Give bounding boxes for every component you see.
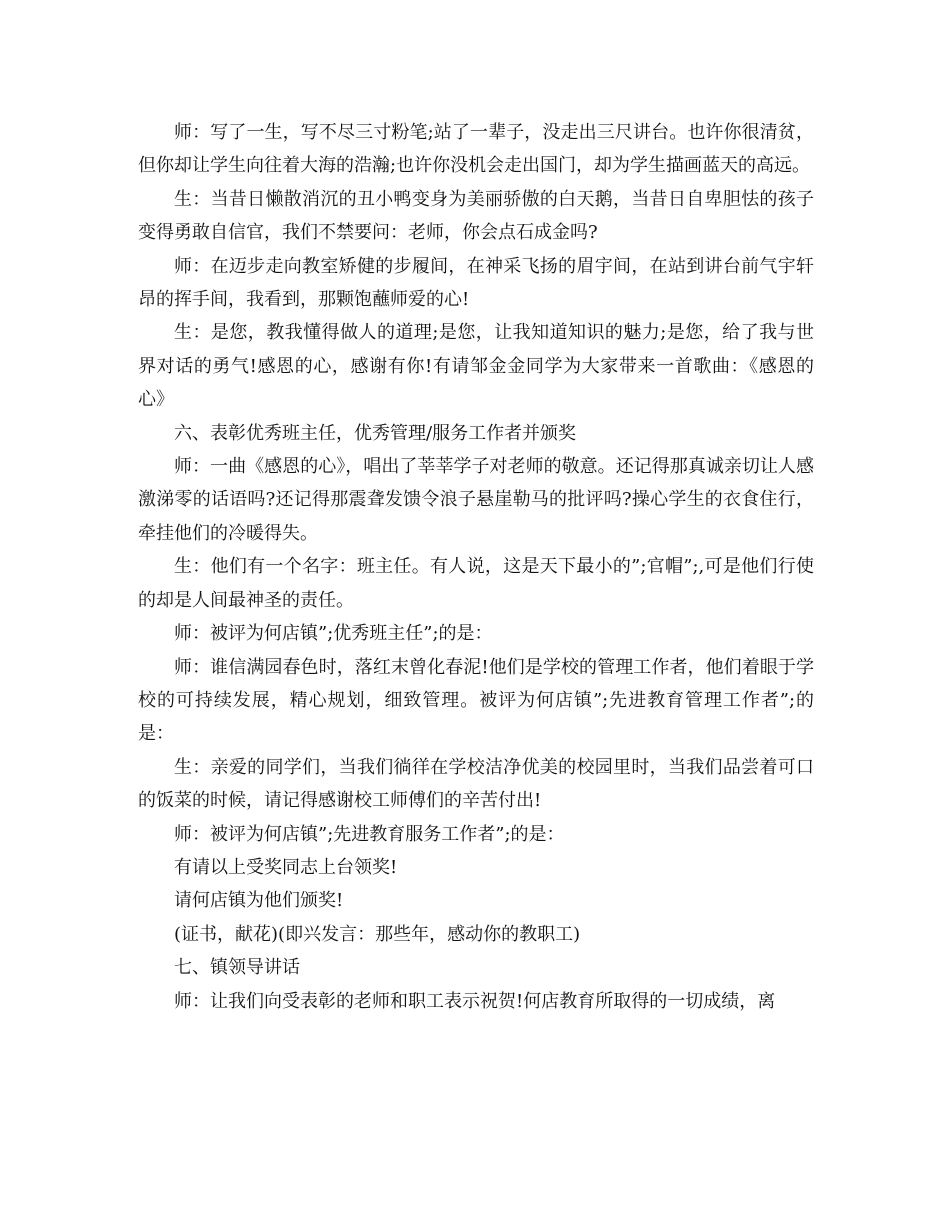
paragraph-student-head-teacher: 生：他们有一个名字：班主任。有人说，这是天下最小的”;官帽”;,可是他们行使的却是人间最神圣的责任。 — [138, 556, 814, 611]
paragraph-teacher-song: 师：一曲《感恩的心》，唱出了莘莘学子对老师的敬意。还记得那真诚亲切让人感激涕零的话语吗?还记得那震聋发馈令浪子悬崖勒马的批评吗?操心学生的衣食住行，牵挂他们的冷暖得失。 — [138, 456, 814, 544]
paragraph-teacher-congratulate: 师：让我们向受表彰的老师和职工表示祝贺!何店教育所取得的一切成绩，离 — [174, 990, 776, 1012]
paragraph-teacher-classroom: 师：在迈步走向教室矫健的步履间，在神采飞扬的眉宇间，在站到讲台前气宇轩昂的挥手间，我看到，那颗饱蘸师爱的心! — [138, 255, 814, 311]
paragraph-teacher-award-head-teacher: 师：被评为何店镇”;优秀班主任”;的是： — [174, 623, 493, 645]
section-heading-six: 六、表彰优秀班主任，优秀管理/服务工作者并颁奖 — [174, 422, 577, 444]
paragraph-present-awards: 请何店镇为他们颁奖! — [174, 890, 344, 912]
section-heading-seven: 七、镇领导讲话 — [174, 957, 300, 979]
document-body — [138, 116, 814, 1018]
paragraph-teacher-chalk: 师：写了一生，写不尽三寸粉笔;站了一辈子，没走出三尺讲台。也许你很清贫，但你却让学生向往着大海的浩瀚;也许你没机会走出国门，却为学生描画蓝天的高远。 — [138, 122, 814, 177]
paragraph-invite-winners: 有请以上受奖同志上台领奖! — [174, 856, 398, 878]
paragraph-teacher-award-service: 师：被评为何店镇”;先进教育服务工作者”;的是： — [174, 823, 565, 845]
paragraph-student-thanks: 生：是您，教我懂得做人的道理;是您，让我知道知识的魅力;是您，给了我与世界对话的勇气!感恩的心，感谢有你!有请邹金金同学为大家带来一首歌曲：《感恩的心》 — [138, 322, 814, 411]
paragraph-student-ugly-duckling: 生：当昔日懒散消沉的丑小鸭变身为美丽骄傲的白天鹅，当昔日自卑胆怯的孩子变得勇敢自信官，我们不禁要问：老师，你会点石成金吗? — [138, 188, 814, 244]
paragraph-student-staff: 生：亲爱的同学们，当我们徜徉在学校洁净优美的校园里时，当我们品尝着可口的饭菜的时候，请记得感谢校工师傅们的辛苦付出! — [138, 756, 814, 812]
paragraph-certificates: (证书，献花)(即兴发言：那些年，感动你的教职工) — [174, 923, 581, 945]
paragraph-teacher-managers: 师：谁信满园春色时，落红末曾化春泥!他们是学校的管理工作者，他们着眼于学校的可持续发展，精心规划，细致管理。被评为何店镇”;先进教育管理工作者”;的是： — [138, 656, 814, 745]
